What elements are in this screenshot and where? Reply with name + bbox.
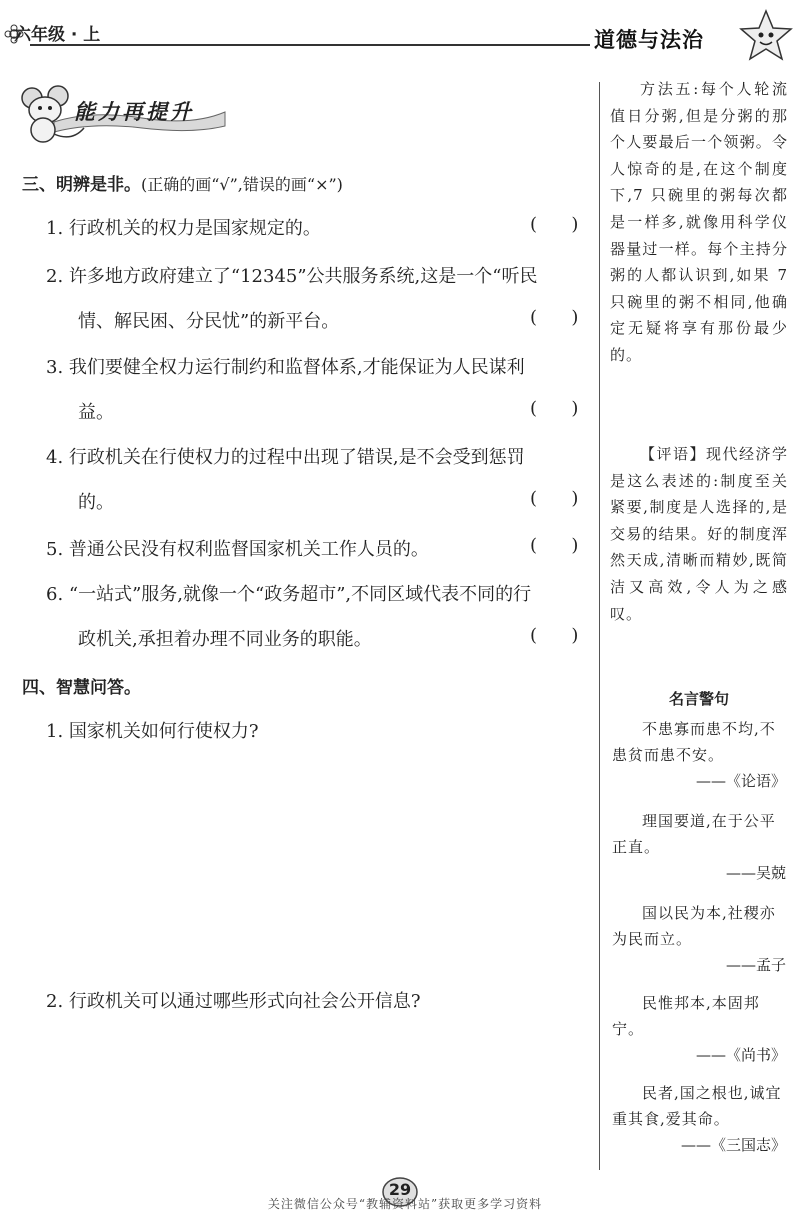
item-6-line-2: 政机关,承担着办理不同业务的职能。 [78,629,372,650]
comment-text: 【评语】现代经济学是这么表述的:制度至关紧要,制度是人选择的,是交易的结果。好的制度浑然天成,清晰而精妙,既简洁又高效,令人为之感叹。 [610,445,788,623]
question-2: 2. 行政机关可以通过哪些形式向社会公开信息? [46,991,421,1012]
section3-heading [22,170,343,195]
item-3-answer-blank[interactable]: ( ) [530,398,579,419]
sidebar-comment [610,441,788,627]
item-2-line-1: 2. 许多地方政府建立了“12345”公共服务系统,这是一个“听民 [46,266,538,287]
item-4-line-1: 4. 行政机关在行使权力的过程中出现了错误,是不会受到惩罚 [46,447,525,468]
item-4-line-2: 的。 [78,492,114,513]
column-divider [599,82,600,1170]
quote-text: 不患寡而患不均,不患贫而患不安。 [612,720,776,764]
quote-2 [612,808,786,886]
quote-source: ——《尚书》 [695,1046,786,1064]
story-text: 方法五:每个人轮流值日分粥,但是分粥的那个人要最后一个领粥。令人惊奇的是,在这个制度下,7 只碗里的粥每次都是一样多,就像用科学仪器量过一样。每个主持分粥的人都认识到,如果 7 只碗里的粥不相同,他确定无疑将享有那份最少的。 [610,80,788,364]
item-1-answer-blank[interactable]: ( ) [530,214,579,235]
footer-note: 关注微信公众号“教辅资料站”获取更多学习资料 [267,1197,543,1211]
sidebar-story [610,76,788,369]
quote-1 [612,716,786,794]
section4-title: 四、智慧问答。 [22,678,141,698]
star-mascot-icon [738,8,794,64]
answer-area-2[interactable] [46,1020,586,1160]
item-5-answer-blank[interactable]: ( ) [530,535,579,556]
section3-instruction: (正确的画“√”,错误的画“×”) [141,175,343,194]
answer-area-1[interactable] [46,750,586,980]
item-1-line-1: 1. 行政机关的权力是国家规定的。 [46,218,321,239]
item-4-answer-blank[interactable]: ( ) [530,488,579,509]
header-rule [30,44,590,46]
quote-3 [612,900,786,978]
item-6-line-1: 6. “一站式”服务,就像一个“政务超市”,不同区域代表不同的行 [46,584,532,605]
page-number: 29 [388,1180,412,1199]
quote-4 [612,990,786,1068]
quote-source: ——《三国志》 [680,1136,786,1154]
item-2-answer-blank[interactable]: ( ) [530,307,579,328]
item-5-line-1: 5. 普通公民没有权利监督国家机关工作人员的。 [46,539,429,560]
question-1: 1. 国家机关如何行使权力? [46,721,259,742]
subject-title: 道德与法治 [594,28,704,52]
item-3-line-1: 3. 我们要健全权力运行制约和监督体系,才能保证为人民谋利 [46,357,525,378]
quote-source: ——《论语》 [695,772,786,790]
item-6-answer-blank[interactable]: ( ) [530,625,579,646]
quote-text: 国以民为本,社稷亦为民而立。 [612,904,776,948]
quote-text: 民惟邦本,本固邦宁。 [612,994,760,1038]
quotes-title: 名言警句 [668,690,729,708]
item-2-line-2: 情、解民困、分民忧”的新平台。 [78,311,340,332]
quote-source: ——孟子 [725,956,786,974]
quote-text: 理国要道,在于公平正直。 [612,812,776,856]
banner-title: 能力再提升 [74,100,194,124]
quote-source: ——吴兢 [725,864,786,882]
item-3-line-2: 益。 [78,402,114,423]
section3-title: 三、明辨是非。 [22,175,141,195]
quote-5 [612,1080,786,1158]
grade-label: 六年级 · 上 [14,25,101,45]
quote-text: 民者,国之根也,诚宜重其食,爱其命。 [612,1084,782,1128]
